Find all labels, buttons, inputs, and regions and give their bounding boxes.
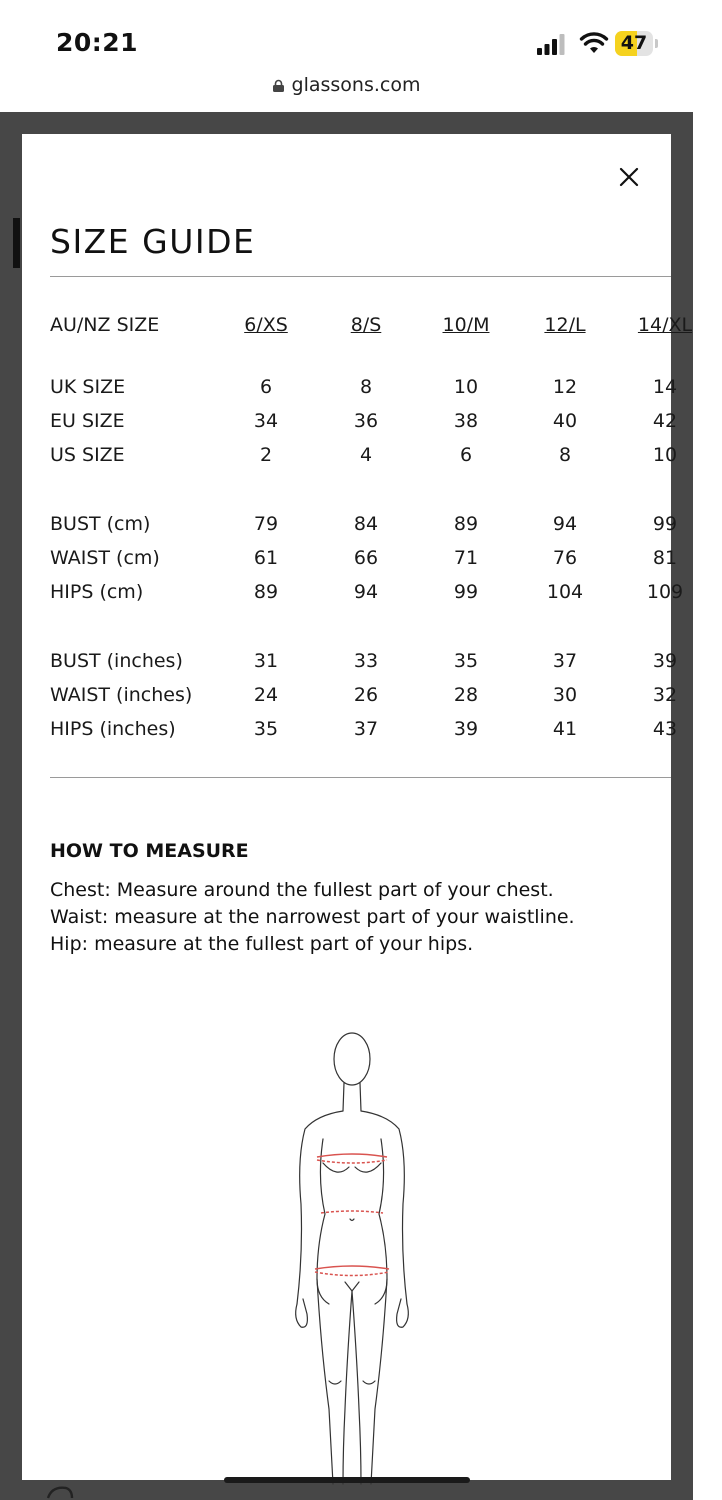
- row-label: BUST (cm): [50, 513, 151, 535]
- url-text: glassons.com: [291, 74, 421, 96]
- measure-instruction: Hip: measure at the fullest part of your hips.: [50, 933, 474, 955]
- table-cell: 31: [253, 650, 279, 672]
- table-row: [22, 410, 722, 440]
- table-row: [22, 650, 722, 680]
- page-title: SIZE GUIDE: [50, 222, 256, 261]
- status-bar: [0, 0, 693, 112]
- page-edge-marker: [13, 218, 20, 268]
- table-cell: 109: [646, 581, 684, 603]
- table-row: [22, 718, 722, 748]
- how-to-measure-heading: HOW TO MEASURE: [50, 840, 249, 862]
- size-column-header[interactable]: 8/S: [350, 314, 382, 336]
- body-measurement-figure: [287, 1029, 417, 1489]
- divider: [50, 777, 671, 778]
- table-cell: 99: [652, 513, 678, 535]
- battery-indicator: [615, 31, 659, 56]
- table-cell: 39: [652, 650, 678, 672]
- table-row: [22, 444, 722, 474]
- table-cell: 104: [546, 581, 584, 603]
- size-column-header[interactable]: 14/XL: [637, 314, 693, 336]
- table-cell: 37: [552, 650, 578, 672]
- table-cell: 76: [552, 547, 578, 569]
- table-cell: 40: [552, 410, 578, 432]
- table-cell: 89: [253, 581, 279, 603]
- table-cell: 66: [353, 547, 379, 569]
- table-cell: 6: [259, 376, 273, 398]
- table-row: [22, 581, 722, 611]
- table-cell: 99: [453, 581, 479, 603]
- table-cell: 2: [259, 444, 273, 466]
- battery-level: 47: [620, 32, 648, 54]
- table-cell: 79: [253, 513, 279, 535]
- size-header-row: [22, 314, 722, 344]
- size-guide-modal: [22, 134, 693, 1480]
- table-cell: 89: [453, 513, 479, 535]
- table-cell: 71: [453, 547, 479, 569]
- wifi-icon: [580, 31, 608, 55]
- table-cell: 34: [253, 410, 279, 432]
- row-label: UK SIZE: [50, 376, 126, 398]
- table-cell: 28: [453, 684, 479, 706]
- measure-instruction: Waist: measure at the narrowest part of your waistline.: [50, 906, 575, 928]
- table-cell: 30: [552, 684, 578, 706]
- table-cell: 8: [359, 376, 373, 398]
- table-cell: 14: [652, 376, 678, 398]
- row-label: WAIST (cm): [50, 547, 160, 569]
- size-column-header[interactable]: 6/XS: [244, 314, 288, 336]
- table-cell: 94: [353, 581, 379, 603]
- table-cell: 61: [253, 547, 279, 569]
- table-cell: 35: [453, 650, 479, 672]
- size-column-header[interactable]: 10/M: [442, 314, 490, 336]
- home-indicator[interactable]: [224, 1477, 470, 1483]
- size-column-header[interactable]: 12/L: [544, 314, 586, 336]
- table-cell: 26: [353, 684, 379, 706]
- table-row: [22, 376, 722, 406]
- table-cell: 36: [353, 410, 379, 432]
- lock-icon: [273, 80, 284, 92]
- table-cell: 42: [652, 410, 678, 432]
- row-label: US SIZE: [50, 444, 125, 466]
- table-row: [22, 684, 722, 714]
- row-label: HIPS (cm): [50, 581, 144, 603]
- row-label: BUST (inches): [50, 650, 183, 672]
- table-cell: 8: [558, 444, 572, 466]
- row-label: WAIST (inches): [50, 684, 193, 706]
- table-cell: 4: [359, 444, 373, 466]
- measure-instruction: Chest: Measure around the fullest part of your chest.: [50, 879, 554, 901]
- address-bar[interactable]: [0, 74, 693, 96]
- table-cell: 37: [353, 718, 379, 740]
- table-cell: 41: [552, 718, 578, 740]
- back-arrow-icon[interactable]: [44, 1482, 74, 1500]
- table-cell: 33: [353, 650, 379, 672]
- close-icon[interactable]: [618, 166, 640, 188]
- table-cell: 6: [459, 444, 473, 466]
- table-cell: 43: [652, 718, 678, 740]
- table-cell: 39: [453, 718, 479, 740]
- size-header-label[interactable]: AU/NZ SIZE: [50, 314, 160, 336]
- table-row: [22, 513, 722, 543]
- row-label: EU SIZE: [50, 410, 125, 432]
- row-label: HIPS (inches): [50, 718, 176, 740]
- table-cell: 10: [652, 444, 678, 466]
- table-cell: 32: [652, 684, 678, 706]
- table-cell: 35: [253, 718, 279, 740]
- clock: 20:21: [56, 28, 139, 57]
- table-cell: 24: [253, 684, 279, 706]
- table-cell: 94: [552, 513, 578, 535]
- table-cell: 38: [453, 410, 479, 432]
- table-cell: 84: [353, 513, 379, 535]
- divider: [50, 276, 671, 277]
- table-cell: 81: [652, 547, 678, 569]
- cellular-signal-icon: [537, 33, 567, 55]
- table-row: [22, 547, 722, 577]
- table-cell: 12: [552, 376, 578, 398]
- table-cell: 10: [453, 376, 479, 398]
